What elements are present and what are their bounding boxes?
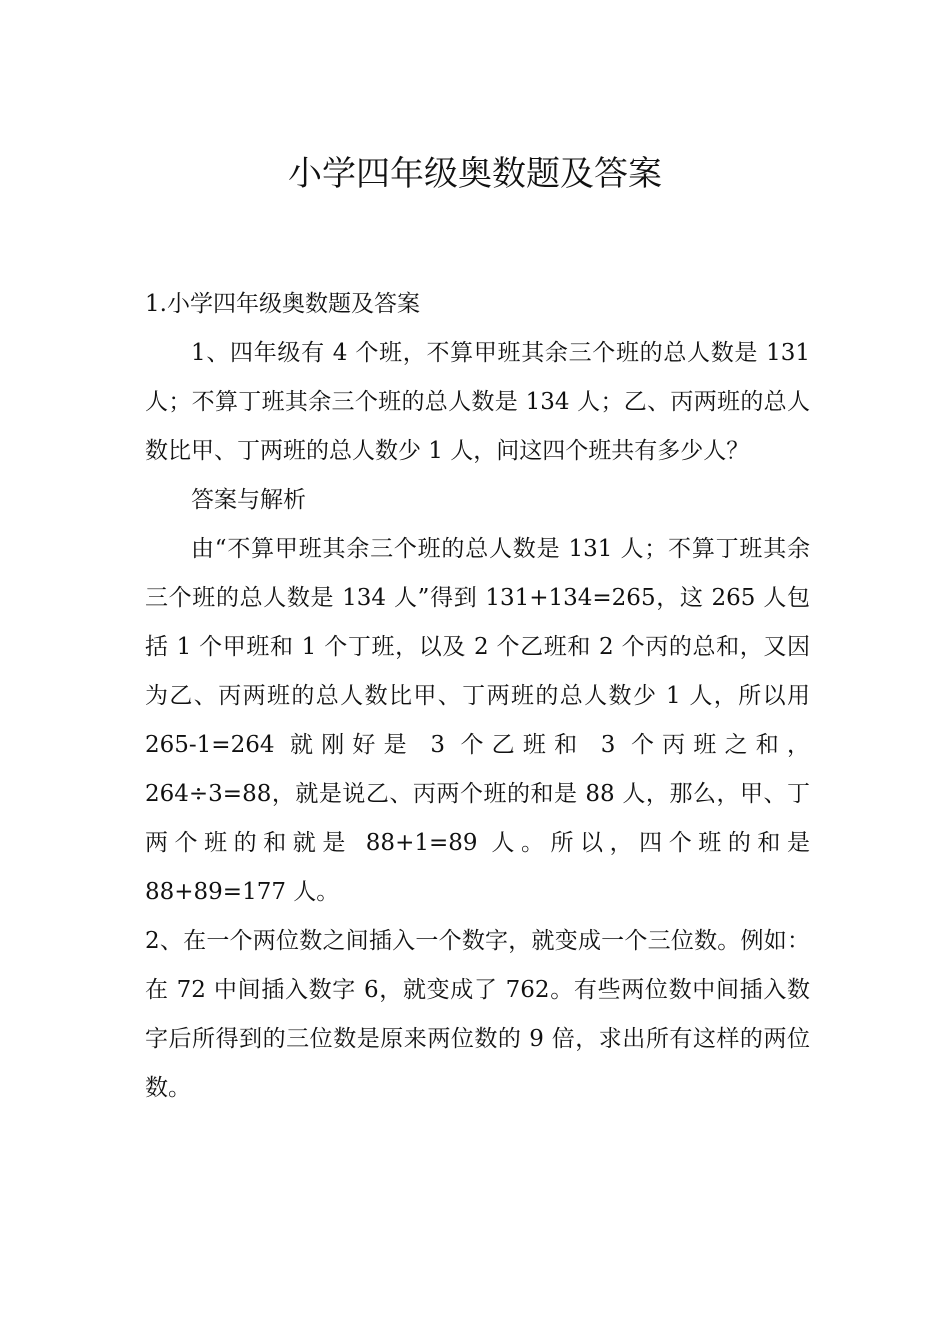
problem-1-question: 1、四年级有 4 个班，不算甲班其余三个班的总人数是 131 人；不算丁班其余三个班的总人数是 134 人；乙、丙两班的总人数比甲、丁两班的总人数少 1 人，问这四个班共有多少人？ xyxy=(145,340,810,464)
section-heading: 1.小学四年级奥数题及答案 xyxy=(145,291,420,317)
document-title: 小学四年级奥数题及答案 xyxy=(288,153,662,194)
problem-1-answer-label: 答案与解析 xyxy=(191,487,306,513)
problem-2-question: 2、在一个两位数之间插入一个数字，就变成一个三位数。例如：在 72 中间插入数字 6，就变成了 762。有些两位数中间插入数字后所得到的三位数是原来两位数的 9 倍，求出所有这样的两位数。 xyxy=(145,928,810,1101)
problem-1-solution: 由“不算甲班其余三个班的总人数是 131 人；不算丁班其余三个班的总人数是 134 人”得到 131+134=265，这 265 人包括 1 个甲班和 1 个丁班，以及 2 个乙班和 2 个丙的总和，又因为乙、丙两班的总人数比甲、丁两班的总人数少 1 人，所以用 265-1=264 就刚好是 3 个乙班和 3 个丙班之和，264÷3=88，就是说乙、丙两个班的和是 88 人，那么，甲、丁两个班的和就是 88+1=89 人。所以，四个班的和是 88+89=177 人。 xyxy=(145,536,810,905)
document-body xyxy=(145,280,810,1113)
